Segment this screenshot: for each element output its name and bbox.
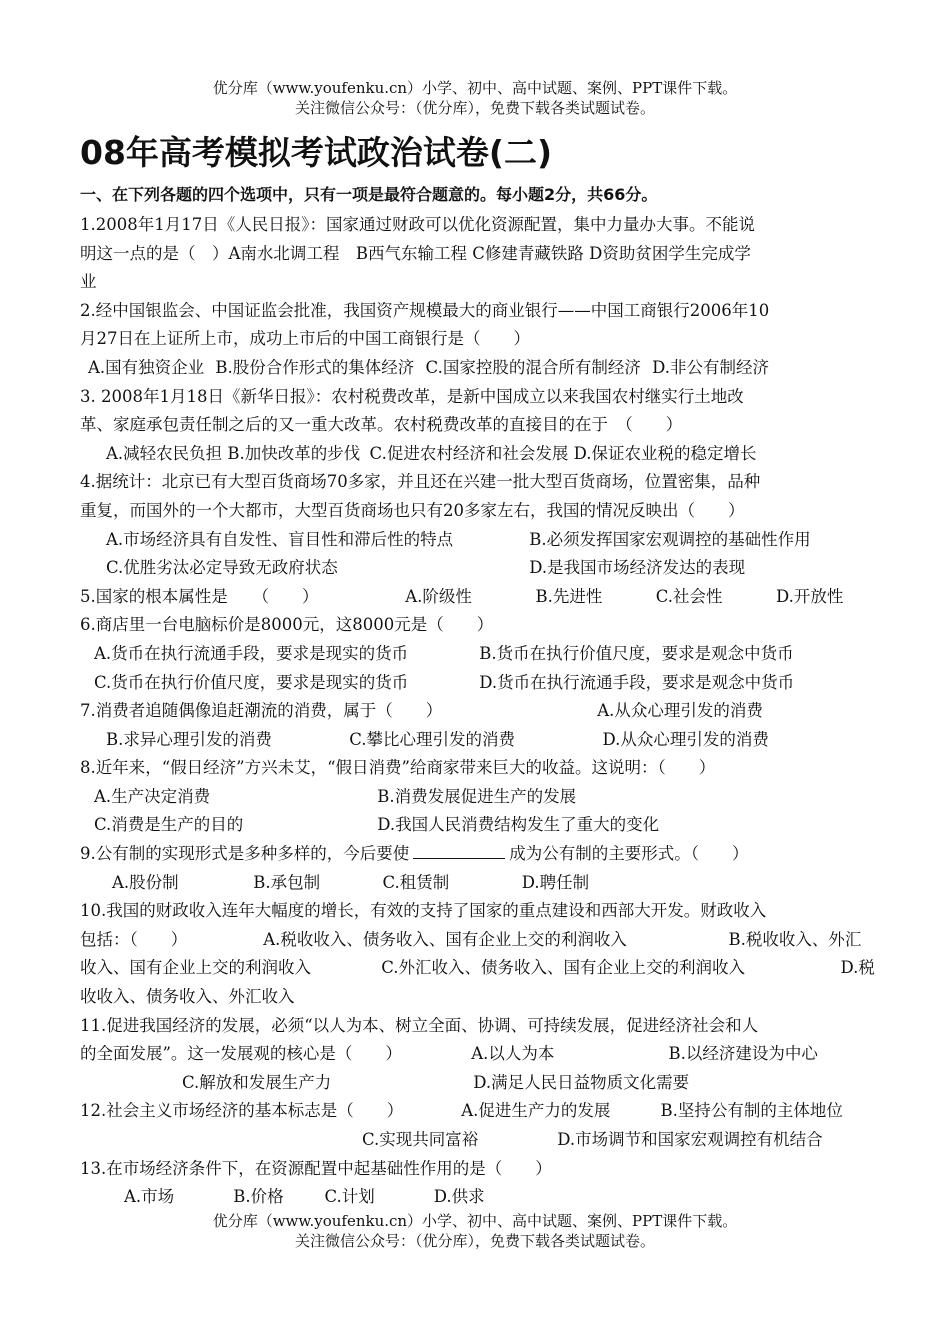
q11-option-a: A.以人为本: [471, 1044, 555, 1064]
q8-option-d: D.我国人民消费结构发生了重大的变化: [377, 815, 660, 835]
q4-option-c: C.优胜劣汰必定导致无政府状态: [106, 558, 338, 578]
footer-line-2: 关注微信公众号：（优分库），免费下载各类试题试卷。: [294, 1232, 655, 1250]
question-list: [80, 211, 880, 1212]
q1-line-1: 1.2008年1月17日《人民日报》：国家通过财政可以优化资源配置，集中力量办大事。不能说: [80, 215, 755, 234]
q11-line-3: [80, 1069, 880, 1098]
q4-line-2: 重复，而国外的一个大都市，大型百货商场也只有20多家左右，我国的情况反映出（ ）: [80, 500, 745, 520]
q3-option-a: A.减轻农民负担: [106, 443, 223, 463]
q7-option-d: D.从众心理引发的消费: [602, 729, 769, 749]
q10-line-3: [80, 954, 880, 983]
q11-stem: 的全面发展”。这一发展观的核心是（ ）: [80, 1044, 402, 1064]
q2-option-d: D.非公有制经济: [652, 357, 769, 377]
q13-option-c: C.计划: [324, 1187, 375, 1207]
q11-line-2: [80, 1040, 880, 1069]
q3-option-d: D.保证农业税的稳定增长: [573, 443, 757, 463]
q1-line-3: 业: [80, 272, 97, 292]
q12-stem: 12.社会主义市场经济的基本标志是（ ）: [80, 1101, 404, 1121]
footer-banner: [0, 1211, 950, 1251]
q1-line-2: 明这一点的是（ ）A南水北调工程 B西气东输工程 C修建青藏铁路 D资助贫困学生完成学: [80, 243, 751, 263]
q12-option-d: D.市场调节和国家宏观调控有机结合: [557, 1130, 823, 1149]
q4-options-row-2: [80, 554, 880, 583]
q2-option-b: B.股份合作形式的集体经济: [215, 357, 415, 377]
q3-line-2: 革、家庭承包责任制之后的又一重大改革。农村税费改革的直接目的在于 （ ）: [80, 415, 683, 435]
q9-stem-after: 成为公有制的主要形式。（ ）: [509, 844, 749, 864]
q3-line-1: 3. 2008年1月18日《新华日报》：农村税费改革，是新中国成立以来我国农村继实行土地改: [80, 386, 744, 406]
q5-line: [80, 583, 880, 612]
q8-option-b: B.消费发展促进生产的发展: [377, 786, 577, 806]
q3-option-c: C.促进农村经济和社会发展: [369, 443, 569, 463]
q13-options: [80, 1183, 880, 1212]
q2-options: [80, 354, 880, 383]
q9-option-b: B.承包制: [253, 872, 321, 892]
q9-option-a: A.股份制: [112, 872, 179, 892]
q2-line-1: 2.经中国银监会、中国证监会批准，我国资产规模最大的商业银行——中国工商银行2006年10: [80, 300, 770, 320]
q6-option-b: B.货币在执行价值尺度，要求是观念中货币: [479, 643, 794, 663]
q11-option-d: D.满足人民日益物质文化需要: [473, 1072, 690, 1092]
q5-option-c: C.社会性: [655, 586, 723, 606]
q12-line-2: [80, 1126, 880, 1155]
q10-option-d: D.税: [840, 958, 875, 978]
q9-answer-blank: [413, 840, 505, 859]
q7-option-a: A.从众心理引发的消费: [597, 701, 763, 721]
q7-line-1: [80, 697, 880, 726]
q10-option-b-cont: 收入、国有企业上交的利润收入: [80, 958, 311, 978]
q3-option-b: B.加快改革的步伐: [227, 443, 361, 463]
q13-stem: 13.在市场经济条件下，在资源配置中起基础性作用的是（ ）: [80, 1158, 552, 1178]
q6-options-row-1: [80, 640, 880, 669]
q10-stem: 包括：（ ）: [80, 929, 188, 949]
q9-option-c: C.租赁制: [382, 872, 450, 892]
q2-option-a: A.国有独资企业: [88, 357, 205, 377]
q10-line-2: [80, 926, 880, 955]
header-line-1: 优分库（www.youfenku.cn）小学、初中、高中试题、案例、PPT课件下载。: [212, 79, 738, 97]
q6-option-a: A.货币在执行流通手段，要求是现实的货币: [94, 643, 409, 663]
q9-stem-line: [80, 840, 880, 869]
q13-option-a: A.市场: [124, 1187, 175, 1207]
q6-stem: 6.商店里一台电脑标价是8000元，这8000元是（ ）: [80, 615, 494, 635]
q8-stem: 8.近年来，“假日经济”方兴未艾，“假日消费”给商家带来巨大的收益。这说明：（ ）: [80, 758, 716, 778]
q10-line-1: 10.我国的财政收入连年大幅度的增长，有效的支持了国家的重点建设和西部大开发。财政收入: [80, 901, 767, 921]
q11-line-1: 11.促进我国经济的发展，必须“以人为本、树立全面、协调、可持续发展，促进经济社会和人: [80, 1015, 759, 1035]
q6-options-row-2: [80, 669, 880, 698]
q8-option-c: C.消费是生产的目的: [94, 815, 244, 835]
q10-line-4: 收收入、债务收入、外汇收入: [80, 987, 295, 1007]
q11-option-c: C.解放和发展生产力: [182, 1072, 332, 1092]
q4-options-row-1: [80, 526, 880, 555]
q4-option-b: B.必须发挥国家宏观调控的基础性作用: [529, 529, 811, 549]
q8-options-row-1: [80, 783, 880, 812]
q9-stem-before: 9.公有制的实现形式是多种多样的，今后要使: [80, 844, 410, 864]
q6-option-c: C.货币在执行价值尺度，要求是现实的货币: [94, 672, 409, 692]
q10-option-c: C.外汇收入、债务收入、国有企业上交的利润收入: [381, 958, 746, 978]
exam-title: 08年高考模拟考试政治试卷(二): [80, 133, 553, 172]
q5-stem: 5.国家的根本属性是 （ ）: [80, 586, 319, 606]
q5-option-a: A.阶级性: [405, 586, 472, 606]
q8-option-a: A.生产决定消费: [94, 786, 211, 806]
q12-option-a: A.促进生产力的发展: [461, 1101, 611, 1121]
q7-line-2: [80, 726, 880, 755]
q5-option-d: D.开放性: [776, 586, 844, 606]
q10-option-a: A.税收收入、债务收入、国有企业上交的利润收入: [263, 929, 627, 949]
q7-stem: 7.消费者追随偶像追赶潮流的消费，属于（ ）: [80, 701, 443, 721]
q12-option-b: B.坚持公有制的主体地位: [660, 1101, 843, 1121]
q12-line-1: [80, 1097, 880, 1126]
q5-option-b: B.先进性: [535, 586, 603, 606]
q13-option-d: D.供求: [433, 1187, 485, 1207]
q2-line-2: 月27日在上证所上市，成功上市后的中国工商银行是（ ）: [80, 329, 530, 349]
q13-option-b: B.价格: [233, 1187, 284, 1207]
q11-option-b: B.以经济建设为中心: [668, 1044, 818, 1064]
q6-option-d: D.货币在执行流通手段，要求是观念中货币: [479, 672, 795, 692]
q9-option-d: D.聘任制: [521, 872, 590, 892]
q10-option-b: B.税收收入、外汇: [728, 929, 862, 949]
q7-option-c: C.攀比心理引发的消费: [349, 729, 516, 749]
q8-options-row-2: [80, 811, 880, 840]
q7-option-b: B.求异心理引发的消费: [106, 729, 272, 749]
footer-line-1: 优分库（www.youfenku.cn）小学、初中、高中试题、案例、PPT课件下载。: [212, 1212, 738, 1230]
q4-option-d: D.是我国市场经济发达的表现: [529, 558, 746, 578]
header-line-2: 关注微信公众号：（优分库），免费下载各类试题试卷。: [294, 99, 655, 117]
header-banner: [0, 78, 950, 118]
q3-options: [80, 440, 880, 469]
section-heading: 一、在下列各题的四个选项中，只有一项是最符合题意的。每小题2分，共66分。: [80, 185, 658, 204]
q2-option-c: C.国家控股的混合所有制经济: [425, 357, 641, 377]
q9-options: [80, 869, 880, 898]
q4-line-1: 4.据统计：北京已有大型百货商场70多家，并且还在兴建一批大型百货商场，位置密集，品种: [80, 472, 761, 492]
q12-option-c: C.实现共同富裕: [362, 1130, 479, 1149]
q4-option-a: A.市场经济具有自发性、盲目性和滞后性的特点: [106, 529, 454, 549]
